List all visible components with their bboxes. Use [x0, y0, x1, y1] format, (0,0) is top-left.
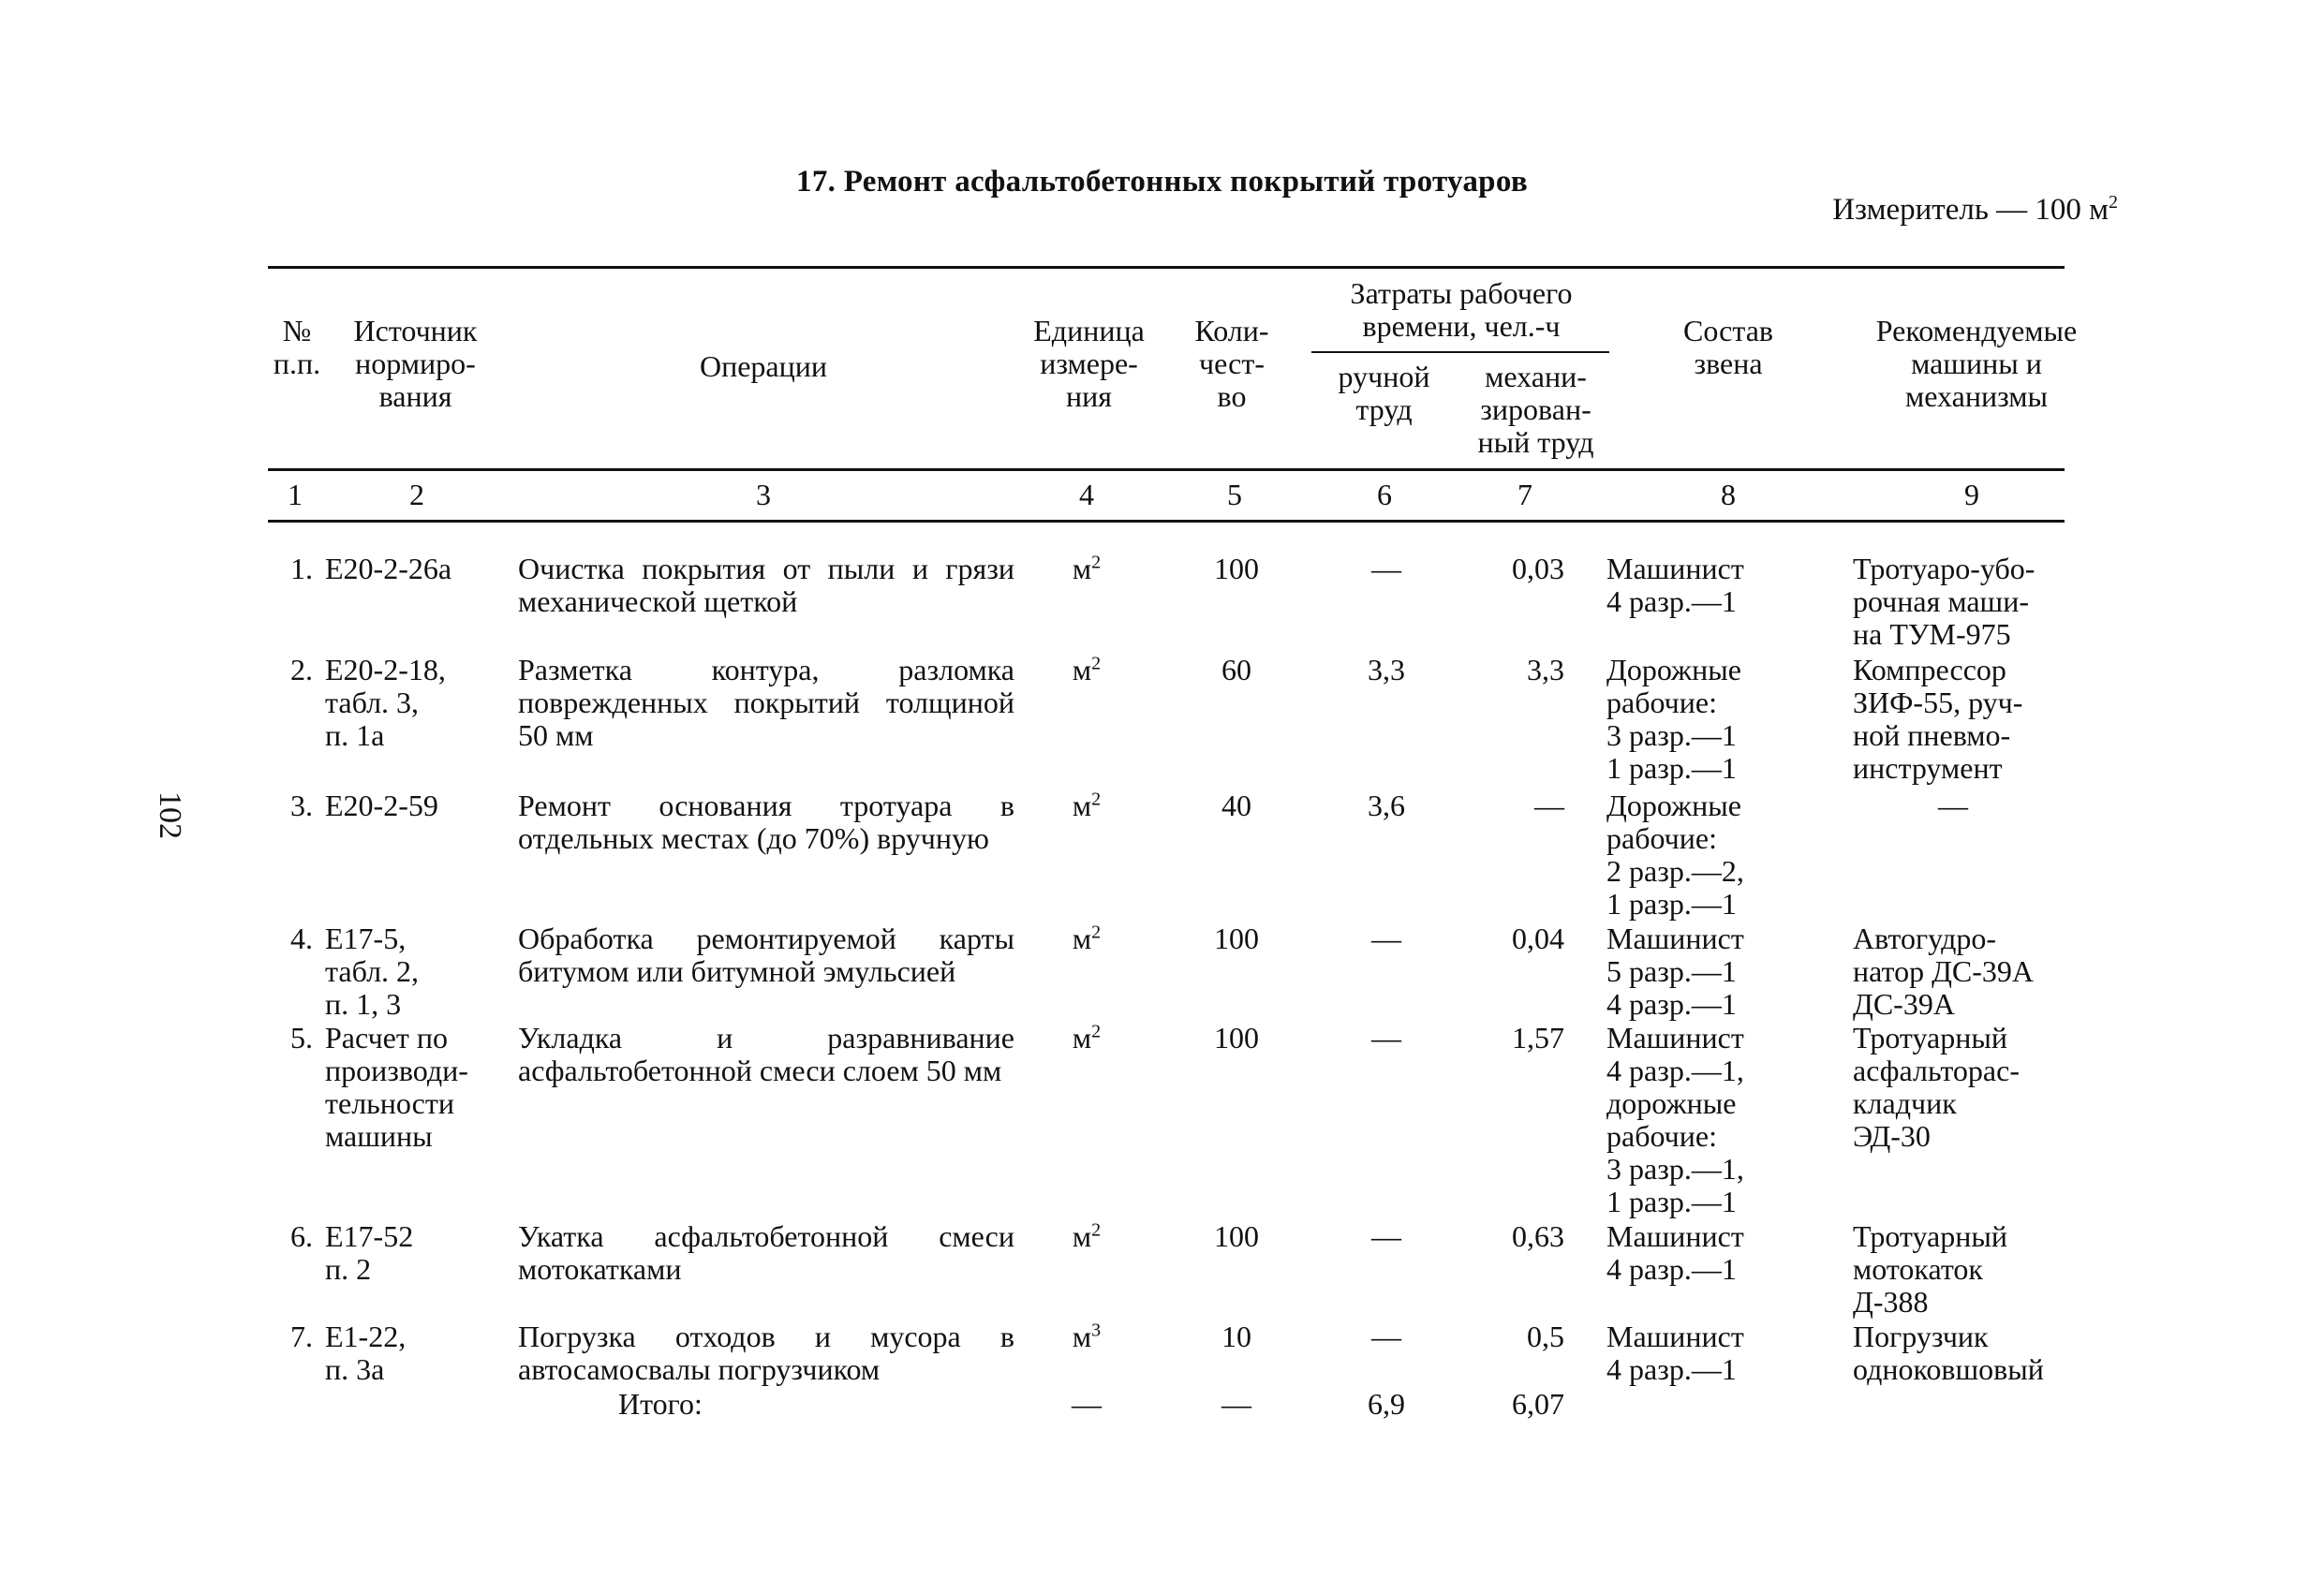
measure-unit: Измеритель — 100 $м^2$ [1832, 192, 2118, 227]
row-source: Е20-2-26а [325, 552, 452, 585]
table-title: 17. Ремонт асфальтобетонных покрытий тротуаров [796, 165, 1528, 199]
row-operation: Погрузка отходов и мусора в автосамосвалы погрузчиком [518, 1320, 1014, 1386]
row-machines: Тротуаро-убо- рочная маши- на ТУМ-975 [1853, 552, 2035, 651]
row-num: 2. [290, 653, 313, 686]
row-num: 7. [290, 1320, 313, 1353]
col-number-6: 6 [1377, 478, 1392, 511]
row-machines: Погрузчик одноковшовый [1853, 1320, 2044, 1386]
row-qty: 100 [1214, 922, 1259, 955]
row-operation: Обработка ремонтируемой карты битумом или битумной эмульсией [518, 922, 1014, 988]
row-manual-labor: — [1371, 922, 1401, 955]
row-unit: $м^2$ [1072, 922, 1102, 955]
header-manual: ручной труд [1338, 360, 1430, 426]
row-crew: Машинист 4 разр.—1 [1606, 1219, 1744, 1286]
row-mech-labor: — [1534, 789, 1564, 822]
col-number-2: 2 [409, 478, 424, 511]
row-manual-labor: — [1371, 1021, 1401, 1055]
row-num: 4. [290, 922, 313, 955]
row-machines: Тротуарный мотокаток Д-388 [1853, 1219, 2007, 1319]
rule-top [268, 266, 2065, 269]
row-num: 3. [290, 789, 313, 822]
row-mech-labor: 0,5 [1527, 1320, 1564, 1353]
row-manual-labor: — [1371, 1320, 1401, 1353]
rule-labor-sub [1311, 351, 1609, 353]
row-manual-labor: 3,3 [1368, 653, 1405, 686]
row-source: Е1-22, п. 3а [325, 1320, 407, 1386]
row-crew: Машинист 4 разр.—1 [1606, 552, 1744, 618]
total-mech: 6,07 [1512, 1387, 1564, 1421]
row-machines: Автогудро- натор ДС-39А ДС-39А [1853, 922, 2034, 1021]
col-number-8: 8 [1721, 478, 1736, 511]
row-source: Е17-5, табл. 2, п. 1, 3 [325, 922, 420, 1021]
total-qty: — [1221, 1387, 1251, 1421]
row-manual-labor: — [1371, 1219, 1401, 1253]
row-source: Е20-2-59 [325, 789, 438, 822]
header-source: Источник нормиро- вания [353, 314, 478, 413]
row-crew: Машинист 5 разр.—1 4 разр.—1 [1606, 922, 1744, 1021]
row-unit: $м^2$ [1072, 653, 1102, 686]
row-mech-labor: 0,03 [1512, 552, 1564, 585]
row-crew: Машинист 4 разр.—1, дорожные рабочие: 3 разр.—1, 1 разр.—1 [1606, 1021, 1744, 1218]
row-mech-labor: 0,63 [1512, 1219, 1564, 1253]
col-number-9: 9 [1964, 478, 1979, 511]
row-qty: 100 [1214, 552, 1259, 585]
header-unit: Единица измере- ния [1033, 314, 1145, 413]
row-operation: Ремонт основания тротуара в отдельных местах (до 70%) вручную [518, 789, 1014, 855]
row-unit: $м^2$ [1072, 1021, 1102, 1055]
col-number-3: 3 [756, 478, 771, 511]
header-machines: Рекомендуемые машины и механизмы [1875, 314, 2078, 413]
header-labor: Затраты рабочего времени, чел.-ч [1350, 276, 1573, 343]
row-crew: Машинист 4 разр.—1 [1606, 1320, 1744, 1386]
row-machines: Тротуарный асфальторас- кладчик ЭД-30 [1853, 1021, 2020, 1153]
row-qty: 100 [1214, 1219, 1259, 1253]
row-unit: $м^3$ [1072, 1320, 1102, 1353]
rule-colnums-bottom [268, 520, 2065, 523]
row-source: Е17-52 п. 2 [325, 1219, 414, 1286]
header-operations: Операции [699, 349, 827, 383]
total-label: Итого: [618, 1387, 703, 1421]
row-qty: 10 [1221, 1320, 1251, 1353]
row-num: 1. [290, 552, 313, 585]
row-machines: Компрессор ЗИФ-55, руч- ной пневмо- инструмент [1853, 653, 2023, 785]
row-num: 6. [290, 1219, 313, 1253]
col-number-7: 7 [1517, 478, 1532, 511]
row-crew: Дорожные рабочие: 2 разр.—2, 1 разр.—1 [1606, 789, 1744, 921]
row-mech-labor: 1,57 [1512, 1021, 1564, 1055]
row-source: Е20-2-18, табл. 3, п. 1а [325, 653, 446, 752]
row-source: Расчет по производи- тельности машины [325, 1021, 468, 1153]
total-manual: 6,9 [1368, 1387, 1405, 1421]
row-operation: Укатка асфальтобетонной смеси мотокатками [518, 1219, 1014, 1286]
col-number-5: 5 [1227, 478, 1242, 511]
row-manual-labor: 3,6 [1368, 789, 1405, 822]
row-mech-labor: 0,04 [1512, 922, 1564, 955]
row-operation: Укладка и разравнивание асфальтобетонной смеси слоем 50 мм [518, 1021, 1014, 1087]
rule-header-bottom [268, 468, 2065, 471]
row-manual-labor: — [1371, 552, 1401, 585]
col-number-1: 1 [288, 478, 303, 511]
row-machines: — [1938, 789, 1968, 822]
header-crew: Состав звена [1682, 314, 1774, 380]
page-number: 102 [153, 791, 187, 839]
row-operation: Очистка покрытия от пыли и грязи механической щеткой [518, 552, 1014, 618]
col-number-4: 4 [1079, 478, 1094, 511]
header-mech: механи- зирован- ный труд [1477, 360, 1594, 459]
row-operation: Разметка контура, разломка поврежденных покрытий толщиной 50 мм [518, 653, 1014, 752]
row-unit: $м^2$ [1072, 552, 1102, 585]
header-qty: Коли- чест- во [1194, 314, 1269, 413]
total-unit: — [1072, 1387, 1102, 1421]
header-num: № п.п. [273, 314, 321, 380]
row-num: 5. [290, 1021, 313, 1055]
row-crew: Дорожные рабочие: 3 разр.—1 1 разр.—1 [1606, 653, 1741, 785]
row-unit: $м^2$ [1072, 789, 1102, 822]
row-qty: 100 [1214, 1021, 1259, 1055]
row-qty: 40 [1221, 789, 1251, 822]
row-unit: $м^2$ [1072, 1219, 1102, 1253]
row-mech-labor: 3,3 [1527, 653, 1564, 686]
row-qty: 60 [1221, 653, 1251, 686]
